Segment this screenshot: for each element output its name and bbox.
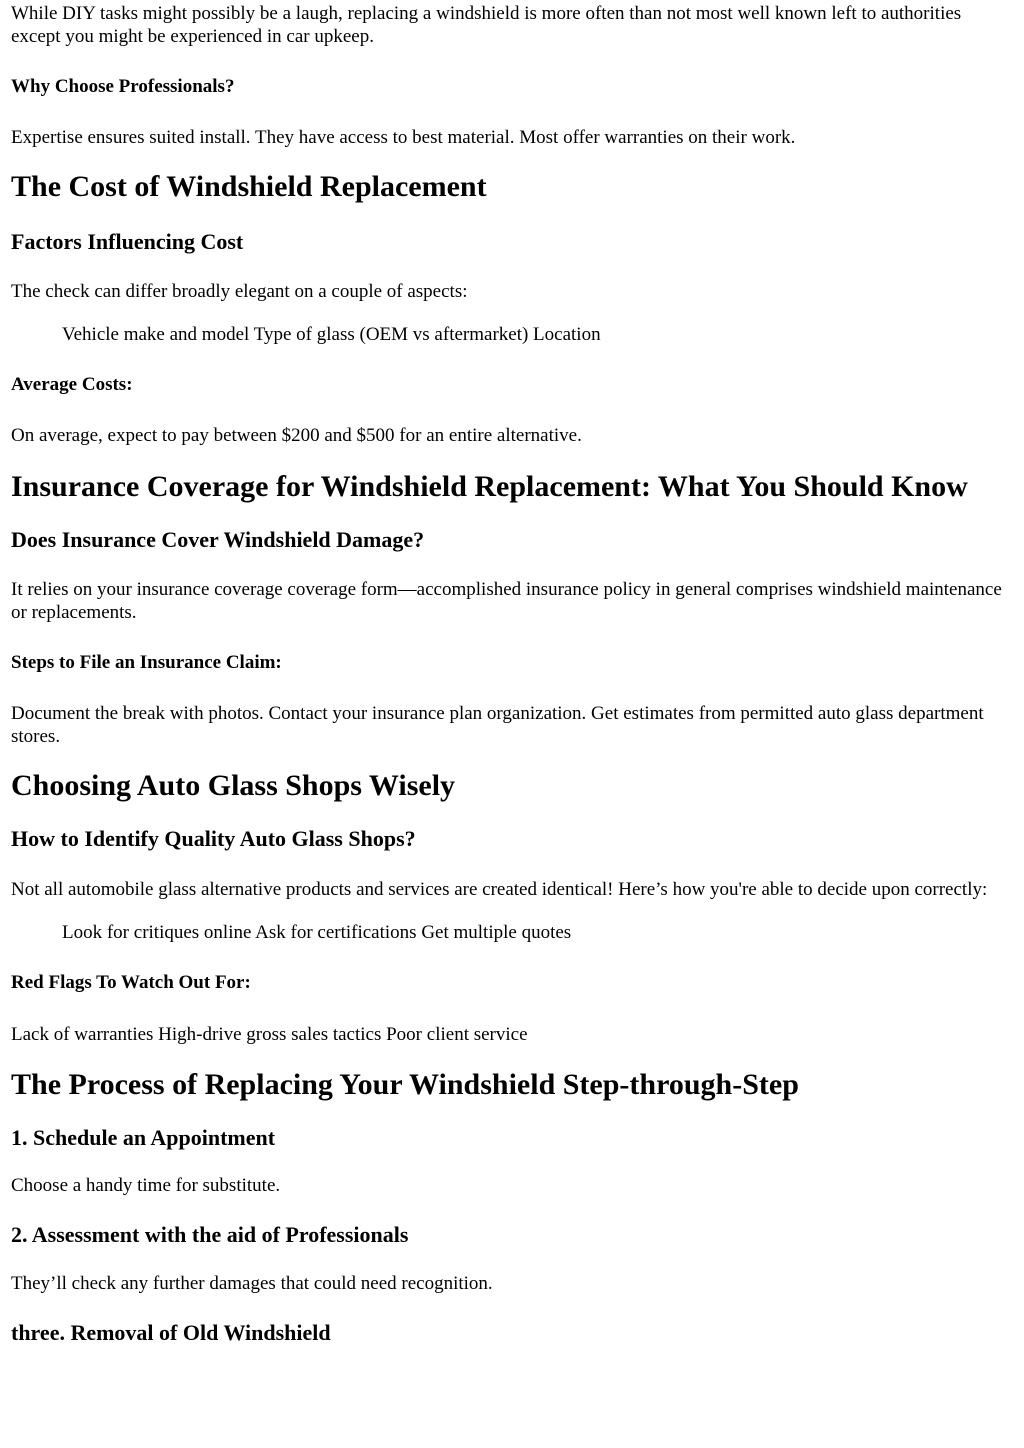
paragraph-average-price: On average, expect to pay between $200 and $500 for an entire alternative. [11,425,582,446]
heading-cost-of-replacement: The Cost of Windshield Replacement [11,170,487,203]
paragraph-expertise: Expertise ensures suited install. They have access to best material. Most offer warranties on their work. [11,127,796,148]
paragraph-schedule: Choose a handy time for substitute. [11,1175,281,1196]
heading-identify-quality-shops: How to Identify Quality Auto Glass Shops? [11,826,416,851]
paragraph-check-can-differ: The check can differ broadly elegant on a couple of aspects: [11,281,468,302]
heading-red-flags: Red Flags To Watch Out For: [11,972,251,993]
list-quality-checks: Look for critiques online Ask for certifications Get multiple quotes [62,922,572,943]
heading-why-choose-professionals: Why Choose Professionals? [11,76,235,97]
heading-step-removal: three. Removal of Old Windshield [11,1320,331,1345]
heading-factors-influencing-cost: Factors Influencing Cost [11,229,244,254]
heading-insurance-coverage: Insurance Coverage for Windshield Replacement: What You Should Know [11,470,968,503]
heading-replacement-process: The Process of Replacing Your Windshield Step-through-Step [11,1068,799,1101]
heading-step-schedule: 1. Schedule an Appointment [11,1125,276,1150]
heading-choosing-shops: Choosing Auto Glass Shops Wisely [11,769,456,802]
paragraph-assessment: They’ll check any further damages that could need recognition. [11,1273,493,1294]
paragraph-not-all-services: Not all automobile glass alternative products and services are created identical! Here’s how you're able to decide upon correctly: [11,879,988,900]
heading-does-insurance-cover: Does Insurance Cover Windshield Damage? [11,527,425,552]
heading-steps-insurance-claim: Steps to File an Insurance Claim: [11,652,282,673]
article-body [0,2,1024,1346]
heading-average-costs: Average Costs: [11,374,133,395]
paragraph-red-flags-list: Lack of warranties High-drive gross sales tactics Poor client service [11,1024,528,1045]
paragraph-claim-steps: Document the break with photos. Contact your insurance plan organization. Get estimates from permitted auto glass department stores. [11,703,984,747]
paragraph-diy-intro: While DIY tasks might possibly be a laugh, replacing a windshield is more often than not most well known left to authorities except you might be experienced in car upkeep. [11,3,962,47]
heading-step-assessment: 2. Assessment with the aid of Professionals [11,1222,409,1247]
paragraph-insurance-policy: It relies on your insurance coverage coverage form—accomplished insurance policy in general comprises windshield maintenance or replacements. [11,579,1002,623]
list-cost-factors: Vehicle make and model Type of glass (OEM vs aftermarket) Location [62,324,601,345]
